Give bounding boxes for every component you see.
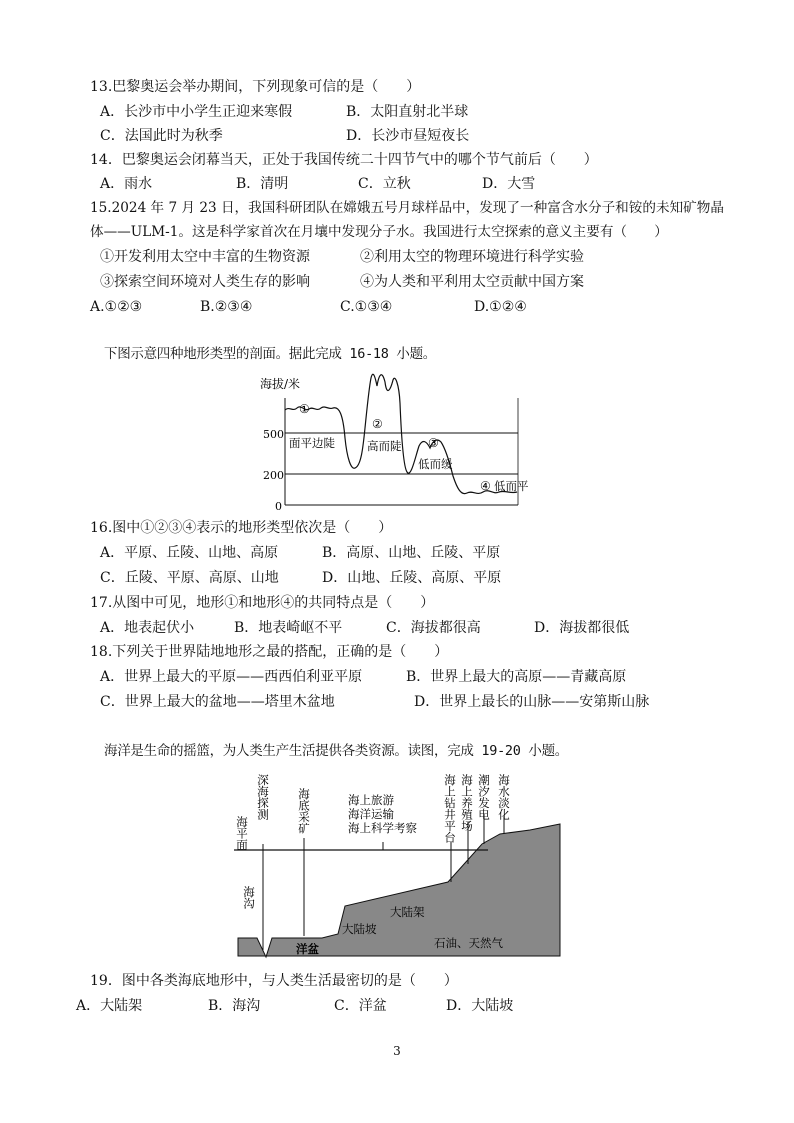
q17-option-c: C．海拔都很高 — [386, 620, 481, 636]
page-number: 3 — [393, 1044, 401, 1058]
q19-option-b: B．海沟 — [208, 998, 261, 1014]
q15-option-d: D.①②④ — [474, 299, 527, 315]
label-flat-top-steep-edge: 面平边陡 — [289, 436, 335, 450]
label-ocean-basin: 洋盆 — [296, 942, 319, 956]
q14-option-a: A．雨水 — [100, 176, 153, 192]
q16-option-d: D．山地、丘陵、高原、平原 — [322, 570, 502, 586]
label-drilling-platform: 海上钻井平台 — [443, 774, 457, 843]
label-seabed-mining: 海底采矿 — [297, 788, 311, 834]
label-continental-shelf: 大陆架 — [390, 905, 425, 919]
label-deep-probe: 深海探测 — [256, 774, 270, 820]
q19-option-c: C．洋盆 — [334, 998, 387, 1014]
ocean-figure — [230, 764, 564, 964]
label-research: 海上科学考察 — [348, 821, 417, 835]
q15-stem-line1: 15.2024 年 7 月 23 日，我国科研团队在嫦娥五号月球样品中，发现了一种富含水分子和铵的未知矿物晶 — [90, 200, 724, 216]
q16-option-c: C．丘陵、平原、高原、山地 — [100, 570, 279, 586]
terrain-profile-figure — [255, 368, 530, 513]
label-oil-gas: 石油、天然气 — [434, 936, 503, 950]
q14-option-d: D．大雪 — [482, 176, 536, 192]
q19-option-a: A．大陆架 — [76, 998, 143, 1014]
q18-option-c: C．世界上最大的盆地——塔里木盆地 — [100, 694, 335, 710]
q18-option-b: B．世界上最大的高原——青藏高原 — [406, 669, 627, 685]
q15-stem-line2: 体——ULM-1。这是科学家首次在月壤中发现分子水。我国进行太空探索的意义主要有（ ） — [90, 224, 668, 240]
q19-stem: 19．图中各类海底地形中，与人类生活最密切的是（ ） — [90, 973, 458, 989]
marker-1: ① — [299, 402, 310, 416]
q13-option-a: A．长沙市中小学生正迎来寒假 — [100, 104, 293, 120]
label-low-flat: 低而平 — [494, 479, 529, 493]
q15-option-b: B.②③④ — [200, 299, 253, 315]
q13-option-b: B．太阳直射北半球 — [346, 104, 469, 120]
label-transport: 海洋运输 — [348, 807, 394, 821]
q15-statement-3: ③探索空间环境对人类生存的影响 — [100, 274, 310, 290]
seabed-shape — [238, 824, 560, 957]
q18-option-d: D．世界上最长的山脉——安第斯山脉 — [414, 694, 650, 710]
label-tidal-power: 潮汐发电 — [477, 774, 491, 820]
q15-statement-2: ②利用太空的物理环境进行科学实验 — [360, 249, 584, 265]
q14-option-c: C．立秋 — [358, 176, 411, 192]
intro-16-18: 下图示意四种地形类型的剖面。据此完成 16-18 小题。 — [104, 346, 436, 362]
label-high-steep: 高而陡 — [367, 439, 402, 453]
q17-option-d: D．海拔都很低 — [534, 620, 630, 636]
q13-stem: 13.巴黎奥运会举办期间，下列现象可信的是（ ） — [90, 79, 421, 95]
label-low-gentle: 低而缓 — [418, 457, 453, 471]
label-sea-farm: 海上养殖场 — [460, 774, 474, 832]
q18-option-a: A．世界上最大的平原——西西伯利亚平原 — [100, 669, 363, 685]
q15-statement-1: ①开发利用太空中丰富的生物资源 — [100, 249, 310, 265]
q18-stem: 18.下列关于世界陆地地形之最的搭配，正确的是（ ） — [90, 644, 449, 660]
q17-stem: 17.从图中可见，地形①和地形④的共同特点是（ ） — [90, 595, 435, 611]
q17-option-a: A．地表起伏小 — [100, 620, 195, 636]
label-desalination: 海水淡化 — [497, 774, 511, 820]
q15-option-c: C.①③④ — [340, 299, 393, 315]
profile-ylabel: 海拔/米 — [260, 377, 301, 391]
q19-option-d: D．大陆坡 — [446, 998, 514, 1014]
q17-option-b: B．地表崎岖不平 — [234, 620, 343, 636]
q14-option-b: B．清明 — [236, 176, 289, 192]
q13-option-d: D．长沙市昼短夜长 — [346, 128, 470, 144]
tick-200: 200 — [263, 469, 284, 482]
q13-option-c: C．法国此时为秋季 — [100, 128, 223, 144]
q15-option-a: A.①②③ — [90, 299, 143, 315]
terrain-line — [285, 374, 517, 493]
label-tourism: 海上旅游 — [348, 793, 394, 807]
label-trench: 海沟 — [242, 886, 256, 909]
q15-statement-4: ④为人类和平利用太空贡献中国方案 — [360, 274, 584, 290]
tick-500: 500 — [263, 428, 284, 441]
marker-4: ④ — [480, 479, 491, 493]
q14-stem: 14．巴黎奥运会闭幕当天，正处于我国传统二十四节气中的哪个节气前后（ ） — [90, 152, 598, 168]
tick-0: 0 — [275, 500, 282, 513]
label-continental-slope: 大陆坡 — [342, 922, 377, 936]
intro-19-20: 海洋是生命的摇篮，为人类生产生活提供各类资源。读图，完成 19-20 小题。 — [104, 743, 568, 759]
q16-option-b: B．高原、山地、丘陵、平原 — [322, 545, 501, 561]
q16-option-a: A．平原、丘陵、山地、高原 — [100, 545, 279, 561]
marker-2: ② — [372, 417, 383, 431]
q16-stem: 16.图中①②③④表示的地形类型依次是（ ） — [90, 520, 393, 536]
label-sea-level: 海平面 — [235, 816, 249, 851]
marker-3: ③ — [428, 436, 439, 450]
